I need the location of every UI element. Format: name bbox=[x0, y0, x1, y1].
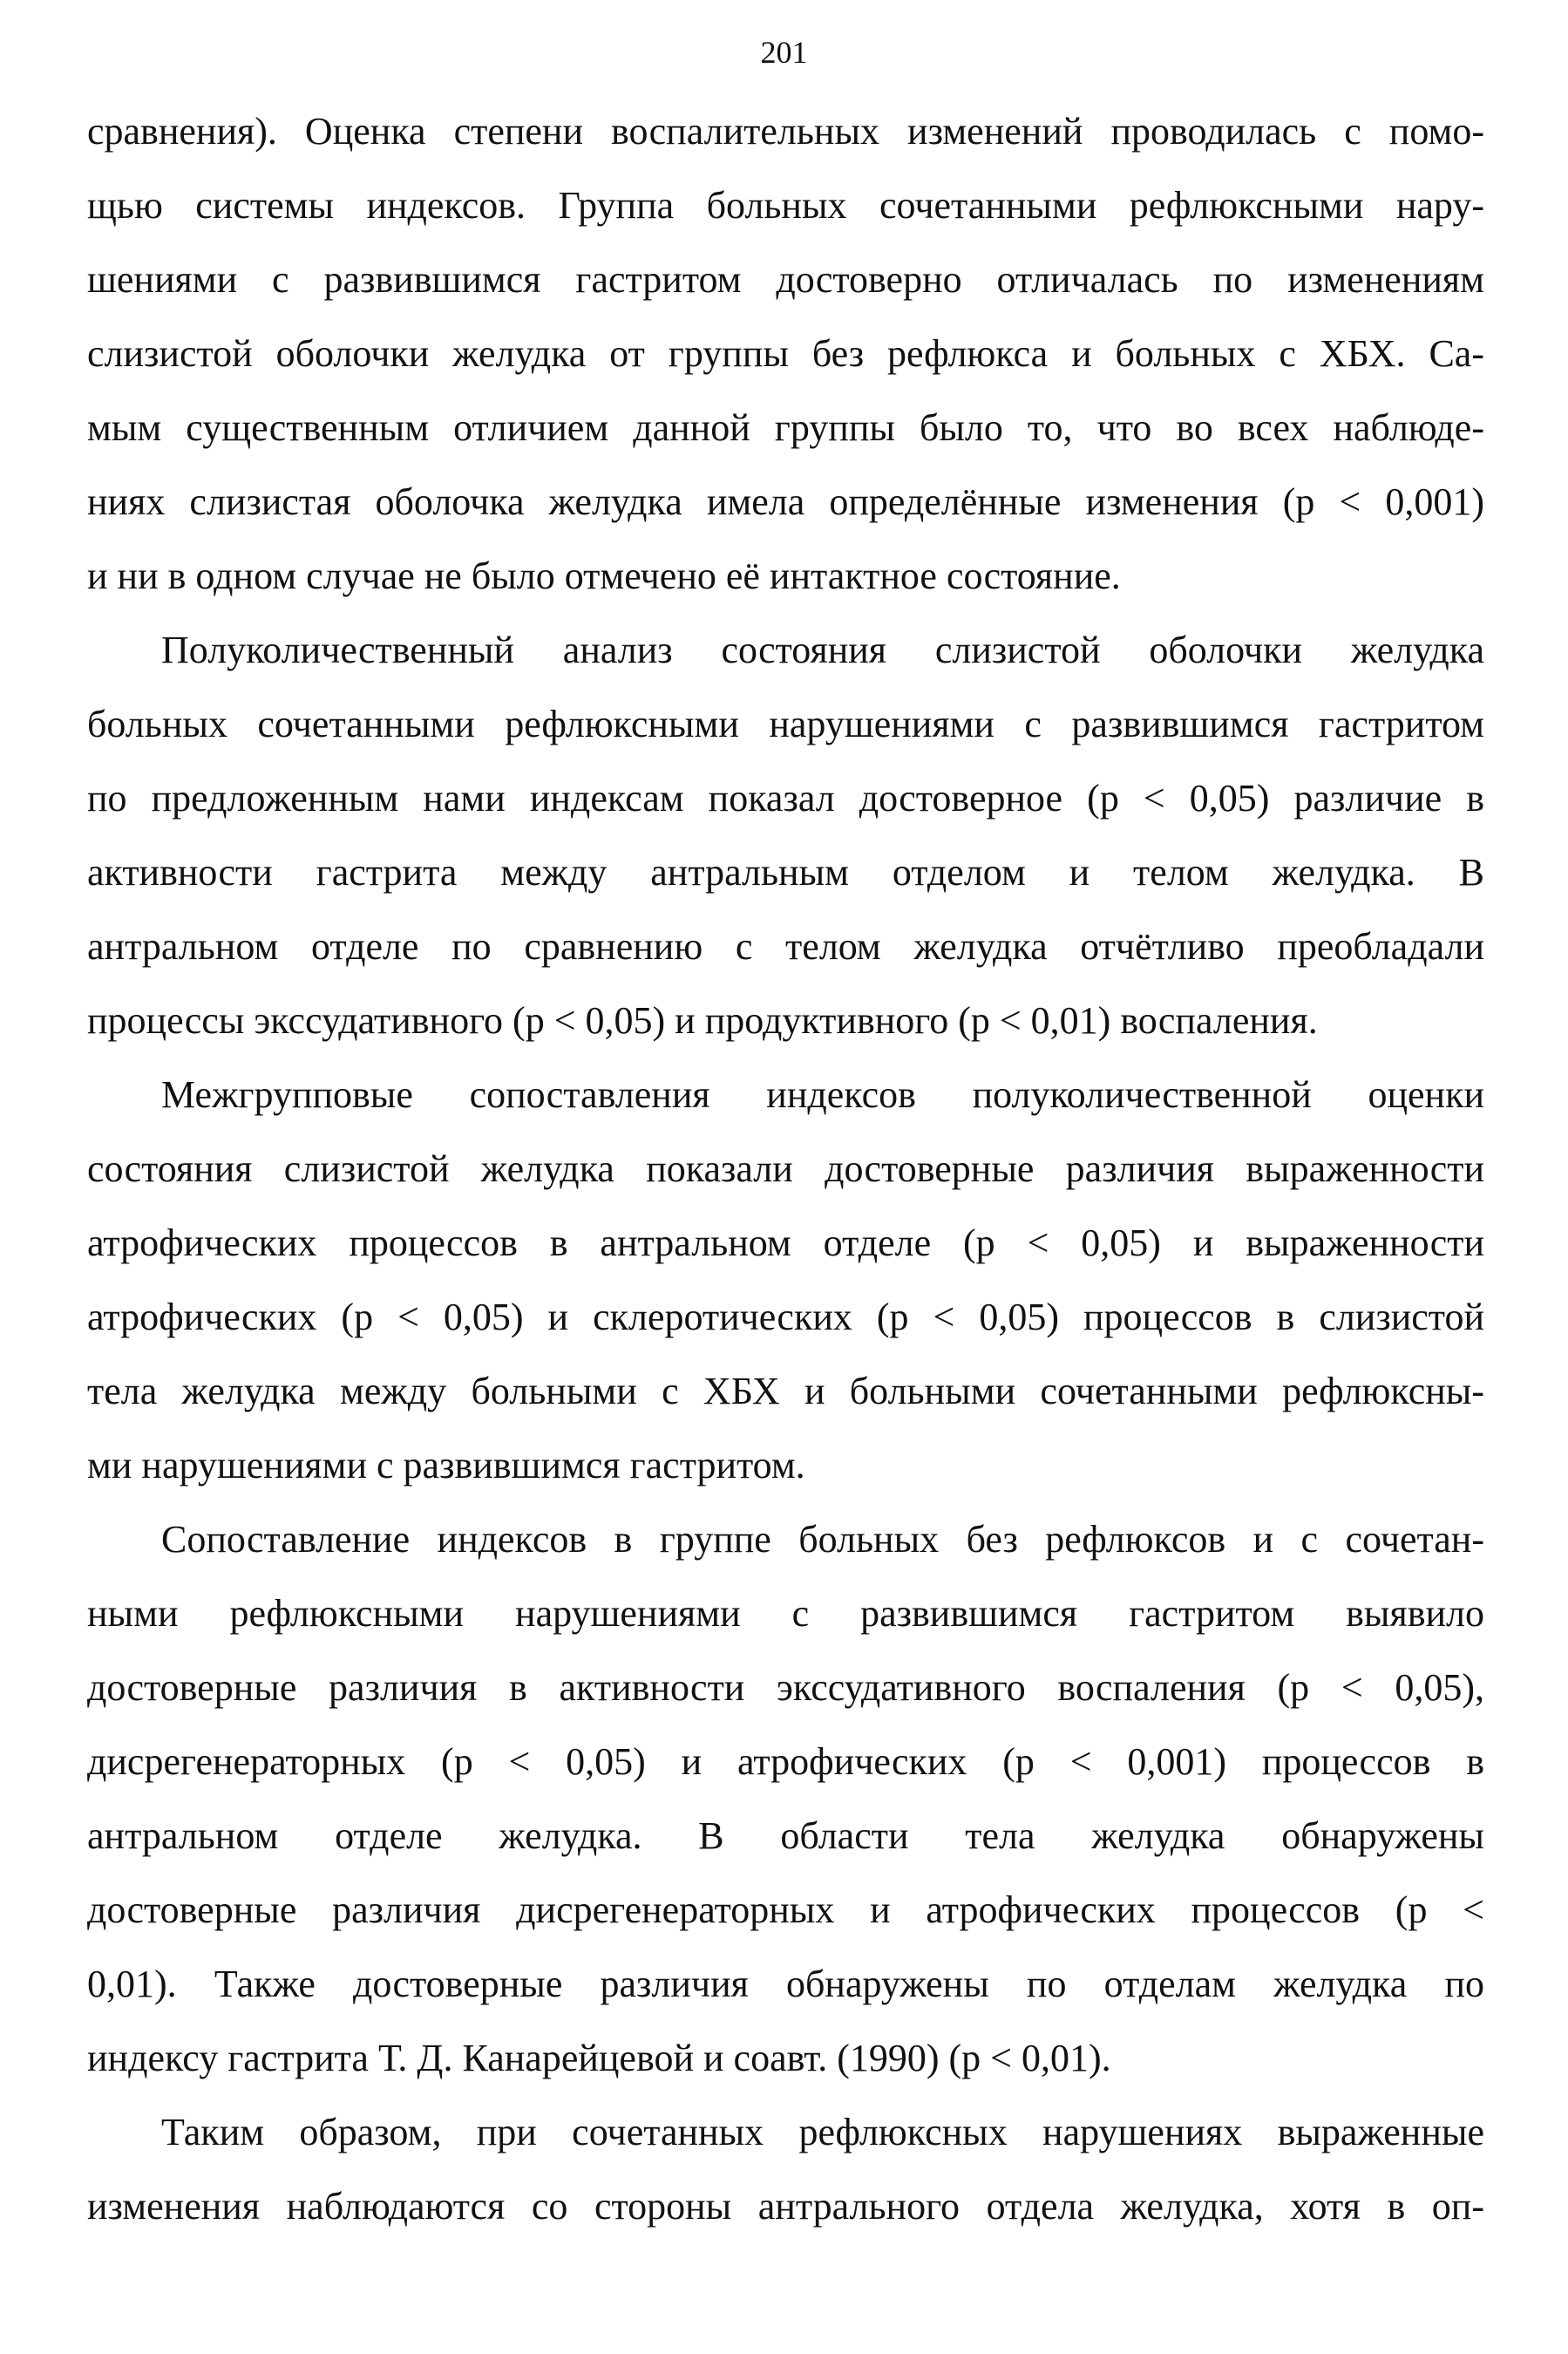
text-line: ми нарушениями с развившимся гастритом. bbox=[87, 1444, 805, 1487]
text-line: и ни в одном случае не было отмечено её интактное состояние. bbox=[87, 554, 1121, 597]
text-line: активности гастрита между антральным отделом и телом желудка. В bbox=[87, 851, 1484, 894]
text-line: Таким образом, при сочетанных рефлюксных нарушениях выраженные bbox=[161, 2111, 1484, 2153]
text-line: состояния слизистой желудка показали достоверные различия выраженности bbox=[87, 1147, 1484, 1190]
text-line: Полуколичественный анализ состояния слизистой оболочки желудка bbox=[161, 629, 1484, 671]
text-line: мым существенным отличием данной группы было то, что во всех наблюде- bbox=[87, 406, 1484, 449]
text-line: индексу гастрита Т. Д. Канарейцевой и соавт. (1990) (р < 0,01). bbox=[87, 2037, 1111, 2079]
text-line: достоверные различия дисрегенераторных и атрофических процессов (р < bbox=[87, 1888, 1484, 1931]
paragraph-5 bbox=[87, 2095, 1484, 2243]
paragraph-1 bbox=[87, 94, 1484, 613]
text-line: процессы экссудативного (р < 0,05) и продуктивного (р < 0,01) воспаления. bbox=[87, 999, 1318, 1042]
page-number: 201 bbox=[760, 35, 808, 70]
text-line: Сопоставление индексов в группе больных без рефлюксов и с сочетан- bbox=[161, 1518, 1484, 1561]
text-line: щью системы индексов. Группа больных сочетанными рефлюксными нару- bbox=[87, 184, 1484, 227]
text-line: ными рефлюксными нарушениями с развившимся гастритом выявило bbox=[87, 1592, 1484, 1635]
text-line: атрофических процессов в антральном отделе (р < 0,05) и выраженности bbox=[87, 1221, 1484, 1264]
text-line: слизистой оболочки желудка от группы без рефлюкса и больных с ХБХ. Са- bbox=[87, 332, 1484, 375]
text-line: 0,01). Также достоверные различия обнаружены по отделам желудка по bbox=[87, 1963, 1484, 2005]
text-line: ниях слизистая оболочка желудка имела определённые изменения (р < 0,001) bbox=[87, 480, 1484, 523]
text-line: изменения наблюдаются со стороны антрального отдела желудка, хотя в оп- bbox=[87, 2185, 1484, 2228]
text-line: антральном отделе по сравнению с телом желудка отчётливо преобладали bbox=[87, 925, 1484, 968]
text-line: дисрегенераторных (р < 0,05) и атрофических (р < 0,001) процессов в bbox=[87, 1740, 1484, 1783]
text-line: Межгрупповые сопоставления индексов полуколичественной оценки bbox=[161, 1073, 1484, 1116]
paragraph-3 bbox=[87, 1058, 1484, 1502]
paragraph-4 bbox=[87, 1502, 1484, 2095]
text-line: достоверные различия в активности экссудативного воспаления (р < 0,05), bbox=[87, 1666, 1484, 1709]
text-line: больных сочетанными рефлюксными нарушениями с развившимся гастритом bbox=[87, 703, 1484, 745]
text-line: шениями с развившимся гастритом достоверно отличалась по изменениям bbox=[87, 258, 1484, 301]
body-text bbox=[87, 94, 1484, 2243]
paragraph-2 bbox=[87, 613, 1484, 1058]
text-line: сравнения). Оценка степени воспалительных изменений проводилась с помо- bbox=[87, 110, 1484, 153]
text-line: по предложенным нами индексам показал достоверное (р < 0,05) различие в bbox=[87, 777, 1484, 820]
text-line: тела желудка между больными с ХБХ и больными сочетанными рефлюксны- bbox=[87, 1370, 1484, 1412]
text-line: антральном отделе желудка. В области тела желудка обнаружены bbox=[87, 1814, 1484, 1857]
text-line: атрофических (р < 0,05) и склеротических (р < 0,05) процессов в слизистой bbox=[87, 1296, 1484, 1338]
